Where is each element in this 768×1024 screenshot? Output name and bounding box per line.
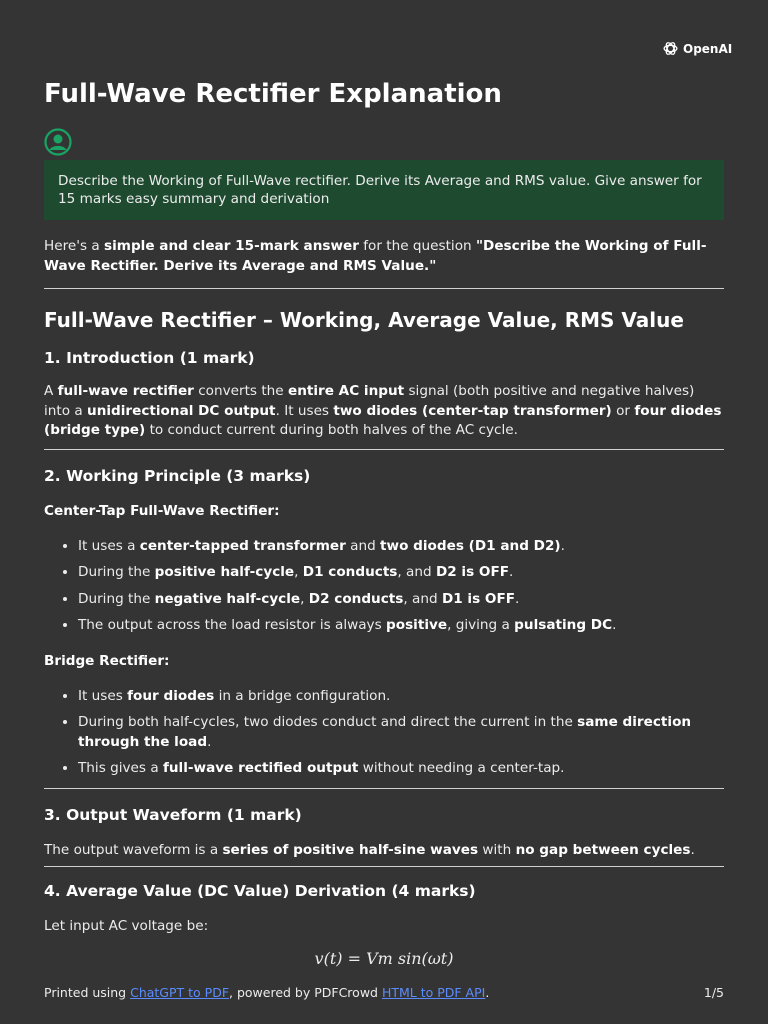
user-prompt: Describe the Working of Full-Wave rectifier. Derive its Average and RMS value. Give answer for 15 marks easy summary and derivation [44, 160, 724, 220]
list-item: • During both half-cycles, two diodes conduct and direct the current in the same direction through the load. [78, 713, 724, 752]
logo-text: OpenAI [683, 41, 733, 56]
divider [44, 449, 724, 450]
section-4-heading: 4. Average Value (DC Value) Derivation (4 marks) [44, 882, 476, 900]
list-item: • During the negative half-cycle, D2 conducts, and D1 is OFF. [78, 590, 724, 610]
main-heading: Full-Wave Rectifier – Working, Average Value, RMS Value [44, 308, 684, 332]
page-footer [44, 985, 724, 1000]
equation: v(t) = Vm sin(ωt) [314, 948, 454, 968]
section-3-heading: 3. Output Waveform (1 mark) [44, 805, 302, 824]
answer-intro: Here's a simple and clear 15-mark answer for the question "Describe the Working of Full-Wave Rectifier. Derive its Average and RMS Value." [44, 238, 707, 274]
bridge-list [44, 687, 724, 779]
user-avatar-icon [44, 128, 72, 156]
divider [44, 788, 724, 789]
list-item: • It uses four diodes in a bridge configuration. [78, 687, 724, 707]
section-4-text: Let input AC voltage be: [44, 918, 209, 934]
page-number: 1/5 [703, 985, 724, 1000]
section-2-heading: 2. Working Principle (3 marks) [44, 466, 311, 485]
section-3-text: The output waveform is a series of positive half-sine waves with no gap between cycles. [44, 841, 695, 858]
bridge-heading: Bridge Rectifier: [44, 652, 170, 669]
list-item: • It uses a center-tapped transformer and two diodes (D1 and D2). [78, 537, 724, 557]
openai-logo [662, 40, 732, 57]
footer-credit: Printed using ChatGPT to PDF, powered by PDFCrowd HTML to PDF API. [44, 985, 490, 1000]
divider [44, 288, 724, 289]
list-item: • During the positive half-cycle, D1 conducts, and D2 is OFF. [78, 563, 724, 583]
center-tap-list [44, 537, 724, 636]
html-to-pdf-api-link[interactable]: HTML to PDF API [381, 985, 486, 1000]
page-title: Full-Wave Rectifier Explanation [44, 79, 502, 109]
document-content [44, 78, 724, 968]
list-item: • This gives a full-wave rectified output without needing a center-tap. [78, 759, 724, 779]
chatgpt-to-pdf-link[interactable]: ChatGPT to PDF [130, 985, 230, 1000]
section-1-text: A full-wave rectifier converts the entire AC input signal (both positive and negative halves) into a unidirectional DC output. It uses two diodes (center-tap transformer) or four diodes (bridge type) to conduct current during both halves of the AC cycle. [44, 383, 722, 438]
section-1-heading: 1. Introduction (1 mark) [44, 349, 255, 367]
divider [44, 866, 724, 867]
center-tap-heading: Center-Tap Full-Wave Rectifier: [44, 502, 280, 519]
list-item: • The output across the load resistor is always positive, giving a pulsating DC. [78, 616, 724, 636]
openai-icon [662, 40, 679, 57]
